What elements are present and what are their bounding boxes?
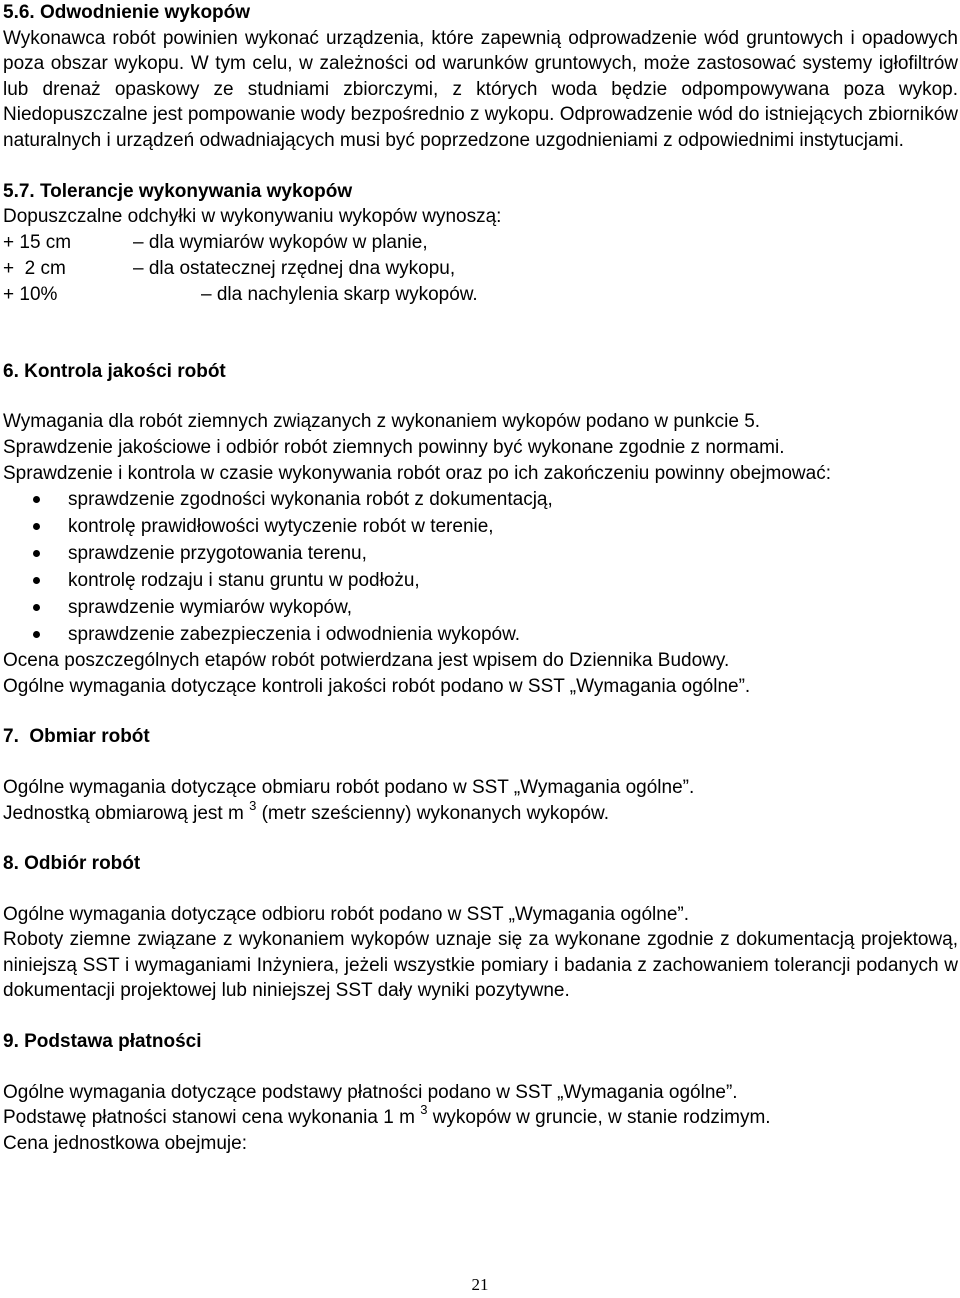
document-page bbox=[3, 0, 958, 1156]
section-8-paragraph: Ogólne wymagania dotyczące odbioru robót podano w SST „Wymagania ogólne”. bbox=[3, 903, 689, 925]
section-6-paragraph: Sprawdzenie i kontrola w czasie wykonywania robót oraz po ich zakończeniu powinny obejmować: bbox=[3, 462, 831, 484]
tolerance-value: + 10% bbox=[3, 283, 58, 305]
section-8-heading: 8. Odbiór robót bbox=[3, 853, 141, 875]
tolerance-value: + 15 cm bbox=[3, 231, 72, 253]
section-6-paragraph: Sprawdzenie jakościowe i odbiór robót ziemnych powinny być wykonane zgodnie z normami. bbox=[3, 436, 785, 458]
section-9-paragraph bbox=[3, 1102, 958, 1131]
tolerance-description: – dla nachylenia skarp wykopów. bbox=[201, 283, 478, 305]
tolerance-row bbox=[3, 230, 958, 256]
tolerance-row bbox=[3, 256, 958, 282]
list-item: kontrolę prawidłowości wytyczenie robót w terenie, bbox=[3, 513, 958, 540]
text-run: wykopów w gruncie, w stanie rodzimym. bbox=[427, 1107, 771, 1129]
section-6-heading: 6. Kontrola jakości robót bbox=[3, 360, 226, 382]
tolerance-description: – dla ostatecznej rzędnej dna wykopu, bbox=[133, 257, 456, 279]
list-item: sprawdzenie przygotowania terenu, bbox=[3, 540, 958, 567]
tolerance-description: – dla wymiarów wykopów w planie, bbox=[133, 231, 428, 253]
tolerance-row bbox=[3, 282, 958, 308]
tolerance-value: + 2 cm bbox=[3, 257, 66, 279]
section-7-heading: 7. Obmiar robót bbox=[3, 726, 150, 748]
section-8-paragraph: Roboty ziemne związane z wykonaniem wykopów uznaje się za wykonane zgodnie z dokumentacją projektową, niniejszą SST i wymaganiami Inżyniera, jeżeli wszystkie pomiary i badania z zachowaniem tolerancji podanych w dokumentacji projektowej lub niniejszej SST dały wyniki pozytywne. bbox=[3, 929, 958, 1002]
inspection-list bbox=[3, 486, 958, 648]
text-run: Jednostką obmiarową jest m bbox=[3, 802, 250, 824]
section-6-paragraph: Ogólne wymagania dotyczące kontroli jakości robót podano w SST „Wymagania ogólne”. bbox=[3, 675, 751, 697]
section-9-paragraph: Ogólne wymagania dotyczące podstawy płatności podano w SST „Wymagania ogólne”. bbox=[3, 1081, 738, 1103]
section-5-7-heading: 5.7. Tolerancje wykonywania wykopów bbox=[3, 180, 353, 202]
section-7-paragraph: Ogólne wymagania dotyczące obmiaru robót podano w SST „Wymagania ogólne”. bbox=[3, 776, 695, 798]
text-run: Podstawę płatności stanowi cena wykonania 1 m bbox=[3, 1107, 421, 1129]
text-run: (metr sześcienny) wykonanych wykopów. bbox=[256, 802, 609, 824]
section-9-paragraph: Cena jednostkowa obejmuje: bbox=[3, 1132, 247, 1154]
superscript: 3 bbox=[249, 797, 257, 813]
list-item: sprawdzenie wymiarów wykopów, bbox=[3, 594, 958, 621]
section-6-paragraph: Wymagania dla robót ziemnych związanych z wykonaniem wykopów podano w punkcie 5. bbox=[3, 411, 761, 433]
list-item: sprawdzenie zabezpieczenia i odwodnienia wykopów. bbox=[3, 621, 958, 648]
superscript: 3 bbox=[420, 1102, 428, 1118]
page-number: 21 bbox=[471, 1275, 489, 1294]
section-6-paragraph: Ocena poszczególnych etapów robót potwierdzana jest wpisem do Dziennika Budowy. bbox=[3, 650, 730, 672]
section-5-6-paragraph: Wykonawca robót powinien wykonać urządzenia, które zapewnią odprowadzenie wód gruntowych i opadowych poza obszar wykopu. W tym celu, w zależności od warunków gruntowych, może zastosować systemy igłofiltrów lub drenaż opaskowy ze studniami zbiorczymi, z których woda będzie odpompowywana poza wykop. Niedopuszczalne jest pompowanie wody bezpośrednio z wykopu. Odprowadzenie wód do istniejących zbiorników naturalnych i urządzeń odwadniających musi być poprzedzone uzgodnieniami z odpowiednimi instytucjami. bbox=[3, 27, 958, 151]
section-7-paragraph bbox=[3, 797, 958, 827]
list-item: kontrolę rodzaju i stanu gruntu w podłożu, bbox=[3, 567, 958, 594]
section-9-heading: 9. Podstawa płatności bbox=[3, 1031, 202, 1053]
tolerance-intro: Dopuszczalne odchyłki w wykonywaniu wykopów wynoszą: bbox=[3, 206, 502, 228]
section-5-6-heading: 5.6. Odwodnienie wykopów bbox=[3, 2, 251, 23]
list-item: sprawdzenie zgodności wykonania robót z dokumentacją, bbox=[3, 486, 958, 513]
